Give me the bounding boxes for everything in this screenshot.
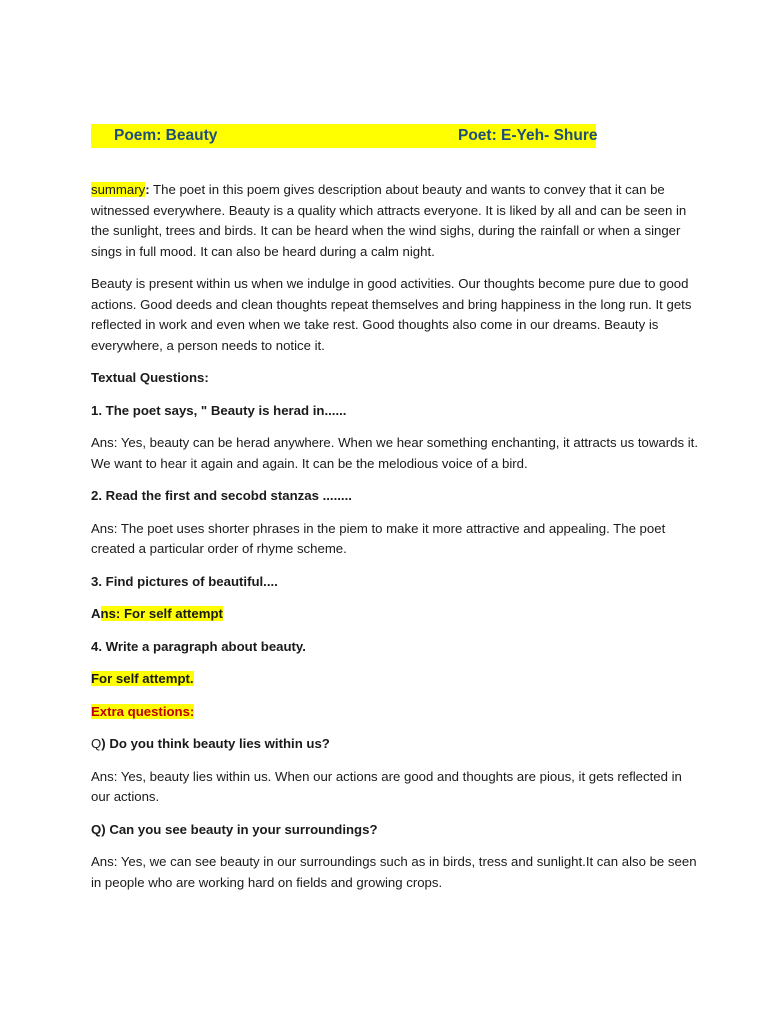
extra-heading-text: Extra questions: bbox=[91, 703, 195, 719]
extra-question-1-text: ) Do you think beauty lies within us? bbox=[101, 736, 330, 751]
question-2: 2. Read the first and secobd stanzas ........ bbox=[91, 488, 352, 503]
answer-3 bbox=[91, 604, 703, 625]
question-3: 3. Find pictures of beautiful.... bbox=[91, 573, 278, 589]
extra-answer-2: Ans: Yes, we can see beauty in our surroundings such as in birds, tress and sunlight.It can also be seen in people who are working hard on fields and growing crops. bbox=[91, 854, 697, 890]
answer-4-highlight: For self attempt. bbox=[91, 671, 194, 686]
answer-3-highlight: ns: For self attempt bbox=[100, 606, 223, 621]
title-bar bbox=[91, 124, 596, 148]
extra-answer-1: Ans: Yes, beauty lies within us. When our actions are good and thoughts are pious, it gets reflected in our actions. bbox=[91, 768, 682, 804]
answer-4 bbox=[91, 669, 703, 690]
summary-label: summary bbox=[91, 182, 146, 197]
poet-name: Poet: E-Yeh- Shure bbox=[458, 127, 598, 144]
answer-1: Ans: Yes, beauty can be herad anywhere. When we hear something enchanting, it attracts us towards it. We want to hear it again and again. It can be the melodious voice of a bird. bbox=[91, 435, 698, 471]
answer-3-prefix: A bbox=[91, 606, 101, 621]
answer-2: Ans: The poet uses shorter phrases in the piem to make it more attractive and appealing. The poet created a particular order of rhyme scheme. bbox=[91, 520, 666, 556]
document-body bbox=[91, 180, 703, 905]
question-1: 1. The poet says, " Beauty is herad in...... bbox=[91, 402, 347, 418]
summary-colon: : bbox=[145, 182, 150, 197]
extra-question-1-prefix: Q bbox=[91, 736, 102, 751]
summary-paragraph bbox=[91, 180, 703, 262]
extra-questions-heading bbox=[91, 702, 703, 723]
question-4: 4. Write a paragraph about beauty. bbox=[91, 638, 306, 654]
extra-question-1 bbox=[91, 734, 703, 755]
paragraph-2: Beauty is present within us when we indulge in good activities. Our thoughts become pure due to good actions. Good deeds and clean thoughts repeat themselves and bring happiness in the long run. It gets reflected in work and even when we take rest. Good thoughts also come in our dreams. Beauty is everywhere, a person needs to notice it. bbox=[91, 276, 692, 353]
summary-text: The poet in this poem gives description about beauty and wants to convey that it can be witnessed everywhere. Beauty is a quality which attracts everyone. It is liked by all and can be seen in the sunlight, trees and birds. It can be heard when the wind sighs, during the rainfall or when a singer sings in full mood. It can also be heard during a calm night. bbox=[91, 182, 687, 259]
poem-title: Poem: Beauty bbox=[114, 127, 218, 144]
textual-questions-heading: Textual Questions: bbox=[91, 370, 209, 385]
extra-question-2: Q) Can you see beauty in your surroundings? bbox=[91, 821, 378, 837]
